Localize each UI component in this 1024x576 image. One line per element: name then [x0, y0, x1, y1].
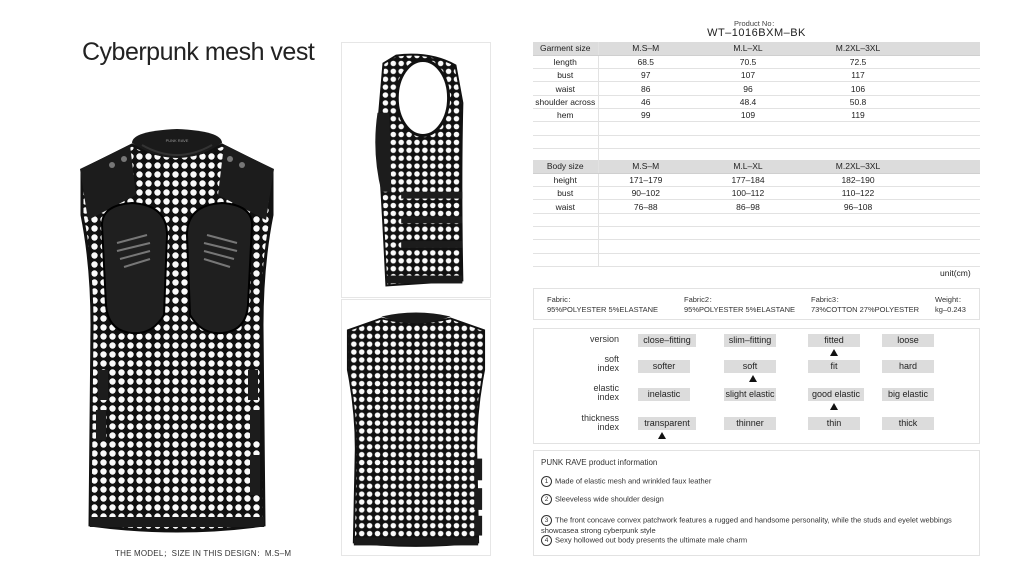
table-cell: waist: [533, 82, 598, 95]
selected-marker: [830, 403, 838, 410]
table-cell: 109: [693, 108, 803, 121]
soft-option: softer: [638, 360, 690, 373]
selected-marker: [749, 375, 757, 382]
table-cell: 99: [598, 108, 693, 121]
model-size-note: THE MODEL；SIZE IN THIS DESIGN：M.S–M: [115, 549, 292, 558]
list-item-text: The front concave convex patchwork features a rugged and handsome personality, while the studs and eyelet webbings showcasea strong cyberpunk style: [541, 515, 952, 535]
table-cell: 97: [598, 69, 693, 82]
fabric-box: [533, 288, 980, 320]
table-cell: 86–98: [693, 200, 803, 213]
thickness-option: thin: [808, 417, 860, 430]
table-cell: 110–122: [803, 187, 913, 200]
fit-index-box: [533, 328, 980, 444]
soft-index-label-2: index: [597, 363, 619, 373]
garment-size-table: [533, 42, 980, 162]
circled-number: 3: [541, 515, 552, 526]
table-row: [533, 108, 980, 121]
header-cell: M.L–XL: [693, 42, 803, 55]
fabric-1-value: 95%POLYESTER 5%ELASTANE: [547, 305, 659, 314]
table-cell: 48.4: [693, 95, 803, 108]
version-option: slim–fitting: [724, 334, 776, 347]
table-row: [533, 69, 980, 82]
circled-number: 1: [541, 476, 552, 487]
header-cell: Body size: [533, 160, 598, 173]
table-cell: 107: [693, 69, 803, 82]
table-cell: hem: [533, 108, 598, 121]
table-row: [533, 213, 980, 226]
list-item: [541, 515, 971, 536]
thickness-option: thinner: [724, 417, 776, 430]
elastic-index-label-1: elastic: [593, 383, 619, 393]
fabric-2-value: 95%POLYESTER 5%ELASTANE: [684, 305, 796, 314]
soft-index-label-1: soft: [604, 354, 619, 364]
table-cell: 100–112: [693, 187, 803, 200]
table-row: [533, 200, 980, 213]
table-row: [533, 135, 980, 148]
vest-side-image: [342, 43, 490, 297]
version-label: version: [589, 334, 619, 344]
table-row: [533, 187, 980, 200]
table-cell: 177–184: [693, 173, 803, 186]
elastic-option: slight elastic: [725, 389, 775, 399]
table-cell: shoulder across: [533, 95, 598, 108]
table-row: [533, 253, 980, 266]
side-view-panel: [341, 42, 491, 298]
table-cell: 70.5: [693, 55, 803, 68]
table-cell: bust: [533, 69, 598, 82]
elastic-index-label-2: index: [597, 392, 619, 402]
fabric-3-label: Fabric3：: [811, 295, 844, 304]
header-cell: M.2XL–3XL: [803, 160, 913, 173]
thickness-index-label-2: index: [597, 422, 619, 432]
version-option: close–fitting: [638, 334, 696, 347]
weight-label: Weight：: [935, 295, 966, 304]
table-header-row: [533, 42, 980, 55]
product-info-box: [533, 450, 980, 556]
list-item-text: Made of elastic mesh and wrinkled faux leather: [555, 476, 712, 486]
product-info-title: PUNK RAVE product information: [541, 458, 658, 467]
header-cell: M.2XL–3XL: [803, 42, 913, 55]
elastic-option: inelastic: [638, 388, 690, 401]
table-cell: 119: [803, 108, 913, 121]
elastic-option: good elastic: [808, 388, 864, 401]
table-cell: length: [533, 55, 598, 68]
unit-label: unit(cm): [940, 268, 971, 278]
list-item-text: Sexy hollowed out body presents the ultimate male charm: [555, 535, 748, 545]
fabric-3: [811, 295, 919, 315]
table-cell: 96: [693, 82, 803, 95]
version-option: loose: [882, 334, 934, 347]
selected-marker: [658, 432, 666, 439]
version-option: fitted: [808, 334, 860, 347]
circled-number: 4: [541, 535, 552, 546]
header-cell: M.S–M: [598, 42, 693, 55]
weight-value: kg–0.243: [935, 305, 966, 314]
table-row: [533, 82, 980, 95]
table-cell: 117: [803, 69, 913, 82]
soft-option: fit: [808, 360, 860, 373]
table-cell: 76–88: [598, 200, 693, 213]
header-cell: M.L–XL: [693, 160, 803, 173]
table-cell: 86: [598, 82, 693, 95]
table-cell: 72.5: [803, 55, 913, 68]
fabric-2-label: Fabric2：: [684, 295, 717, 304]
fabric-1: [547, 295, 658, 315]
table-cell: 50.8: [803, 95, 913, 108]
product-number: WT–1016BXM–BK: [707, 27, 806, 39]
header-cell: Garment size: [533, 42, 598, 55]
table-cell: 96–108: [803, 200, 913, 213]
weight: [935, 295, 966, 315]
soft-option: soft: [724, 360, 776, 373]
table-cell: waist: [533, 200, 598, 213]
product-title: Cyberpunk mesh vest: [82, 38, 315, 66]
thickness-index-label: [549, 414, 619, 432]
table-row: [533, 226, 980, 239]
selected-marker: [830, 349, 838, 356]
list-item-text: Sleeveless wide shoulder design: [555, 494, 664, 504]
table-cell: 90–102: [598, 187, 693, 200]
table-row: [533, 240, 980, 253]
back-view-panel: [341, 299, 491, 556]
table-cell: 171–179: [598, 173, 693, 186]
table-cell: bust: [533, 187, 598, 200]
list-item: [541, 494, 971, 505]
table-row: [533, 95, 980, 108]
fabric-3-value: 73%COTTON 27%POLYESTER: [811, 305, 920, 314]
body-size-table: [533, 160, 980, 267]
list-item: [541, 535, 971, 546]
table-cell: height: [533, 173, 598, 186]
table-cell: 106: [803, 82, 913, 95]
table-row: [533, 122, 980, 135]
table-row: [533, 173, 980, 186]
elastic-option: big elastic: [882, 388, 934, 401]
vest-front-image: [72, 125, 282, 540]
soft-index-label: [549, 355, 619, 373]
table-cell: 182–190: [803, 173, 913, 186]
brand-tag-text: PUNK RAVE: [165, 138, 189, 143]
vest-back-image: [342, 300, 490, 555]
soft-option: hard: [882, 360, 934, 373]
table-cell: 46: [598, 95, 693, 108]
fabric-1-label: Fabric：: [547, 295, 576, 304]
product-number-label: Product No：: [733, 19, 780, 28]
thickness-index-label-1: thickness: [581, 413, 619, 423]
table-row: [533, 55, 980, 68]
thickness-option: thick: [882, 417, 934, 430]
header-cell: M.S–M: [598, 160, 693, 173]
fabric-2: [684, 295, 795, 315]
circled-number: 2: [541, 494, 552, 505]
thickness-option: transparent: [638, 417, 696, 430]
table-cell: 68.5: [598, 55, 693, 68]
elastic-index-label: [549, 384, 619, 402]
table-header-row: [533, 160, 980, 173]
list-item: [541, 476, 971, 487]
